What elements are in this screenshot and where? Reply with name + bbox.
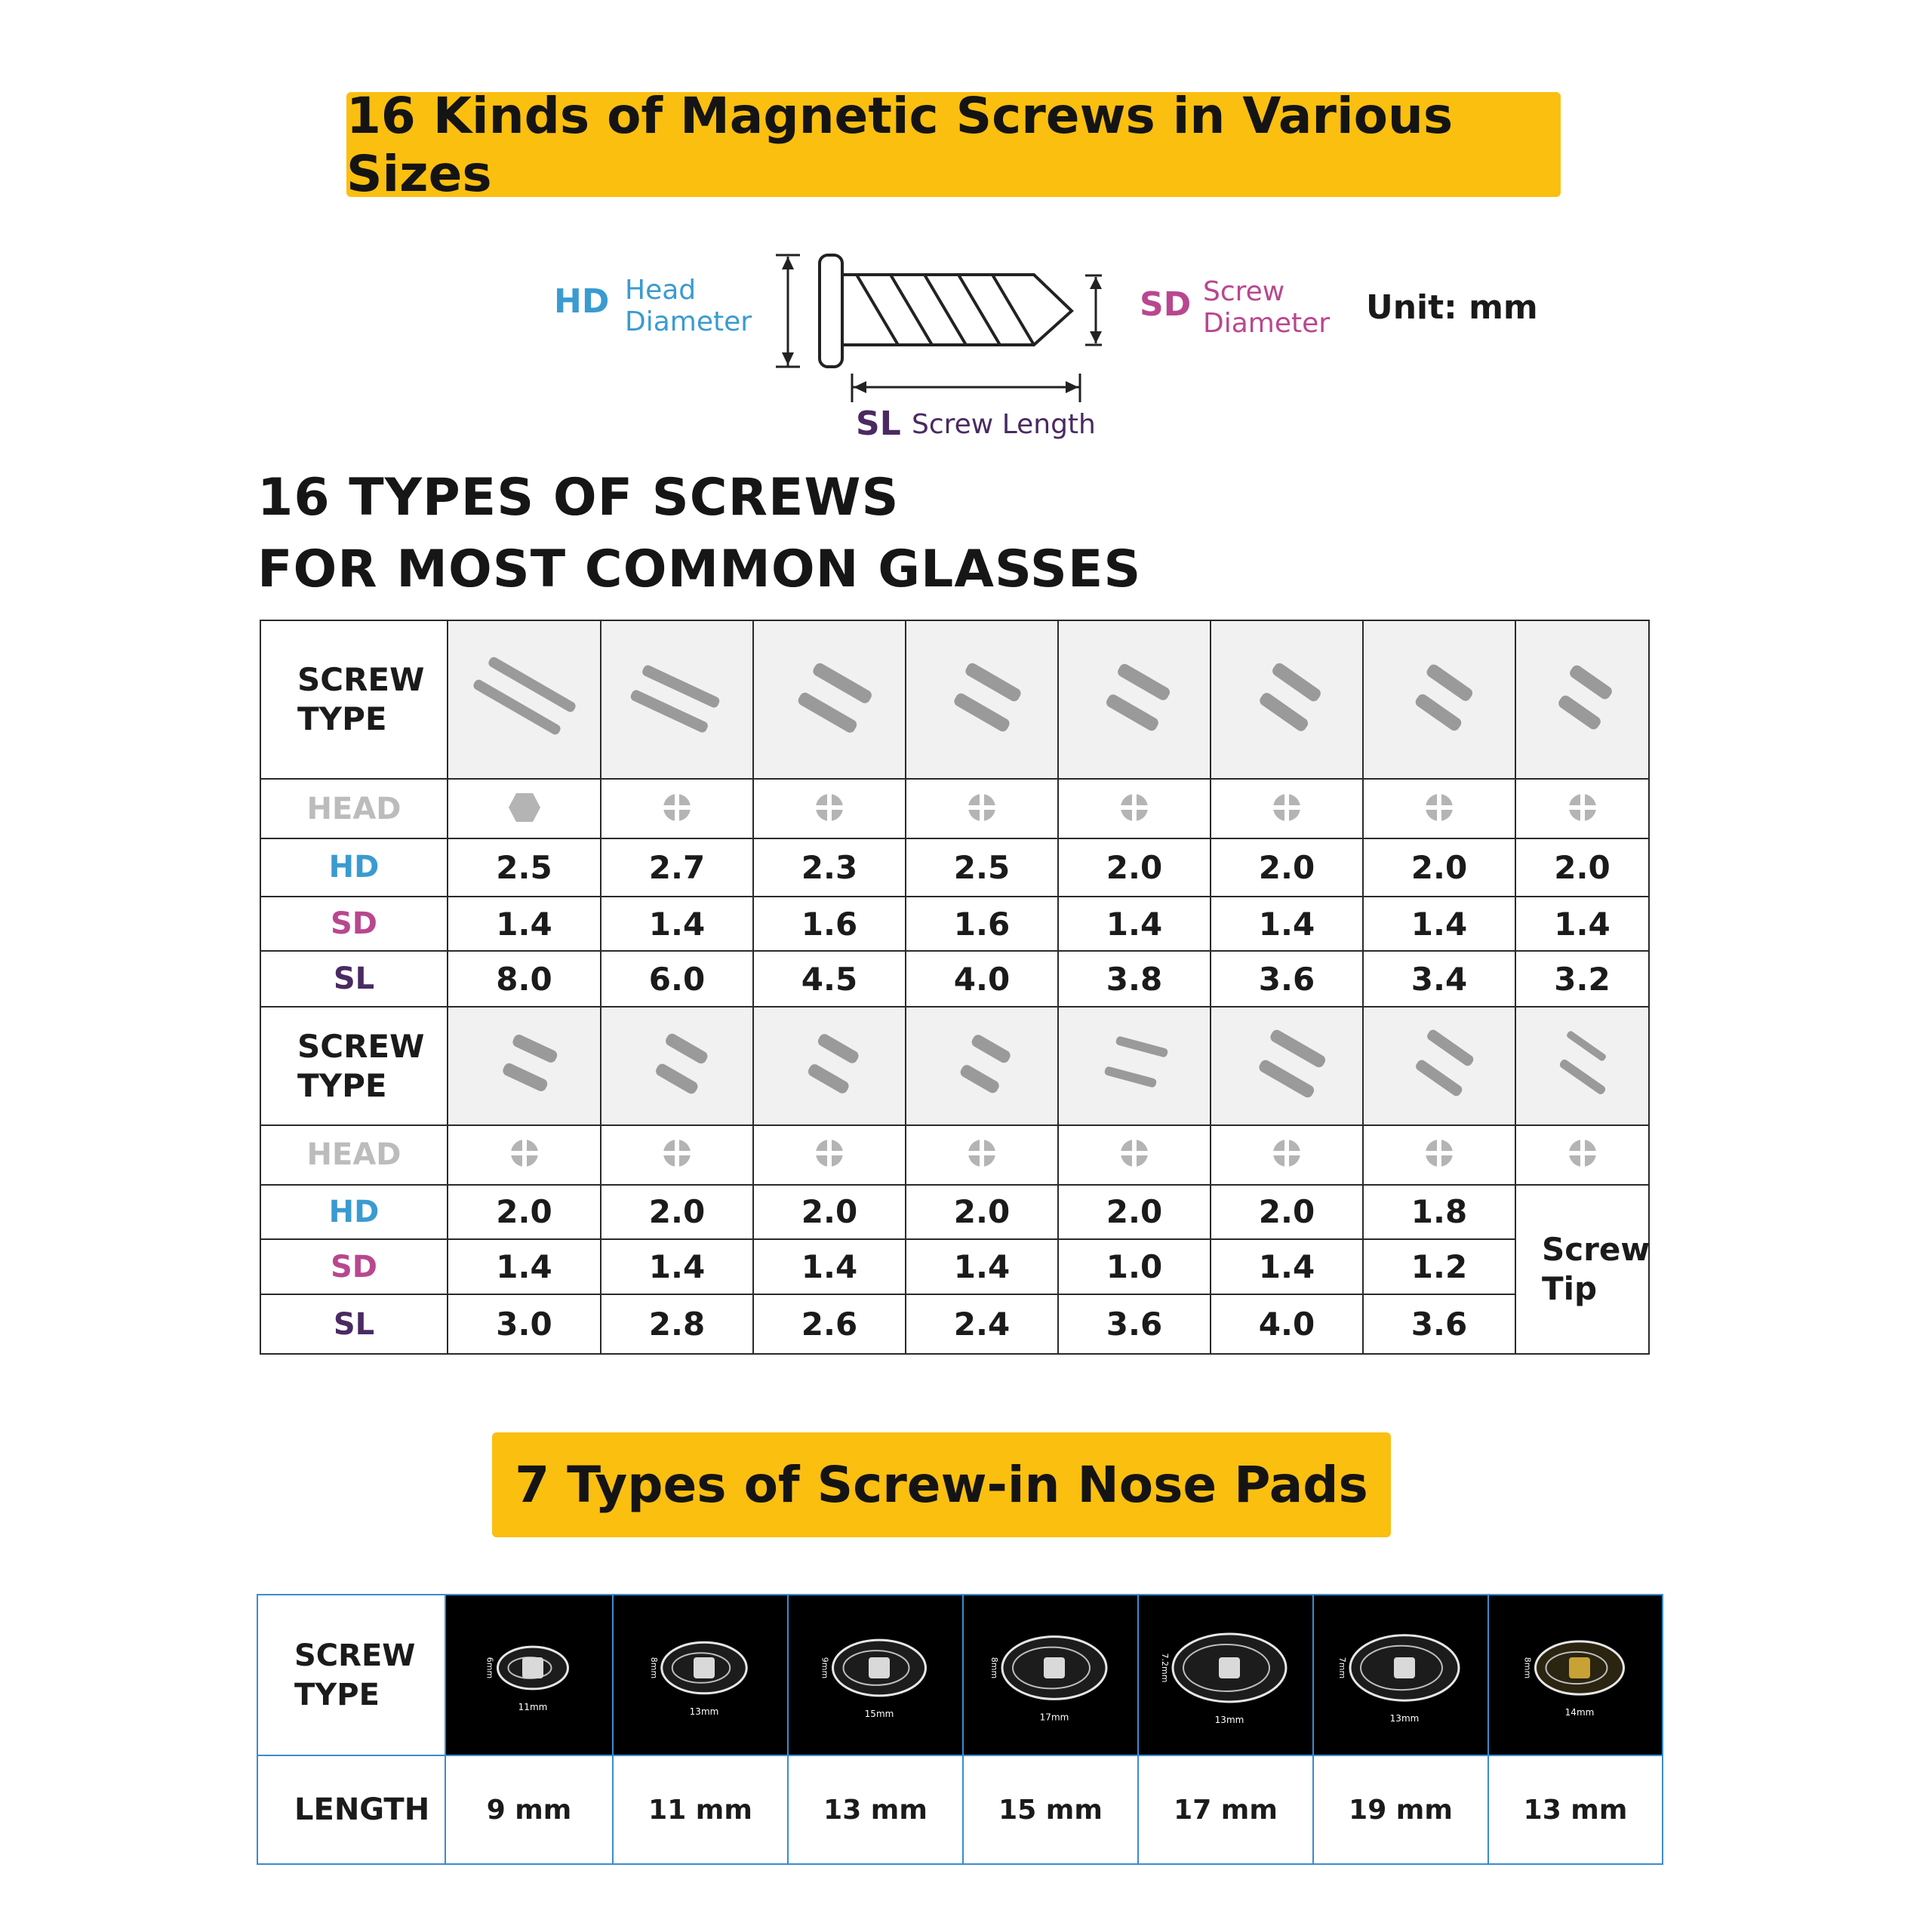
nose-pad-icon [792,1598,958,1749]
top-banner-title: 16 Kinds of Magnetic Screws in Various Sizes [346,86,1454,203]
screw-photo-icon [620,1012,734,1118]
screw-tip-line2: Tip [1542,1269,1598,1307]
screw-photo [1363,620,1515,779]
cross-head-icon [1118,791,1151,824]
screw-word: SCREW [297,1027,425,1065]
unit-label: Unit: mm [1366,288,1538,327]
nose-pad-table [257,1594,1663,1865]
pad-width-label: 11mm [518,1701,548,1712]
pad-width-label: 13mm [1389,1712,1420,1724]
cross-head-icon [1118,1137,1151,1170]
hd-value: 2.0 [906,1185,1058,1240]
sd-value: 1.4 [1058,897,1211,952]
type-word: TYPE [297,1066,387,1104]
cross-head-icon [965,1137,998,1170]
hd-label: HD [260,838,448,897]
screw-photo-row-1 [260,620,1649,779]
pad-height-label: 6mm [485,1657,495,1678]
sd-value: 1.4 [601,1239,753,1294]
hd-value: 2.0 [1515,838,1649,897]
cross-head-icon [508,1137,541,1170]
nose-pad-icon [446,1598,612,1749]
screw-photo [1211,1007,1363,1125]
section-title-line1: 16 TYPES OF SCREWS [257,468,900,528]
bottom-banner-title: 7 Types of Screw-in Nose Pads [515,1456,1368,1514]
pad-width-label: 14mm [1564,1706,1594,1718]
sl-value: 4.0 [1211,1294,1363,1354]
hd-value: 2.0 [448,1185,601,1240]
nose-pad-photo [788,1595,963,1755]
head-cell [1058,779,1211,838]
screw-photo [601,1007,753,1125]
sl-value: 3.8 [1058,951,1211,1007]
sd-row-1 [260,897,1649,952]
head-cell [601,779,753,838]
hd-row-2 [260,1185,1649,1240]
screw-photo-icon [1375,634,1503,762]
sd-value: 1.0 [1058,1239,1211,1294]
screw-photo-icon [918,634,1046,762]
top-banner [346,86,1561,203]
screw-photo [753,1007,906,1125]
pad-length-value: 15 mm [963,1755,1138,1864]
screw-photo-icon [460,634,589,762]
head-row-2 [260,1125,1649,1185]
sd-line2: Diameter [1203,308,1331,339]
nose-pad-icon [1493,1598,1659,1749]
sd-label: SD [260,897,448,952]
sd-value: 1.6 [906,897,1058,952]
hd-value: 2.0 [1211,1185,1363,1240]
head-cell [601,1125,753,1185]
screw-photo [448,620,601,779]
head-cell [1058,1125,1211,1185]
cross-head-icon [1270,791,1303,824]
hd-value: 2.5 [906,838,1058,897]
hd-value: 2.3 [753,838,906,897]
hd-value: 2.0 [1363,838,1515,897]
pad-height-label: 8mm [989,1657,999,1678]
pad-length-value: 13 mm [1488,1755,1663,1864]
screw-photo-icon [765,634,894,762]
hd-value: 2.0 [1058,838,1211,897]
screw-word: SCREW [297,661,425,699]
nose-pad-photo [1488,1595,1663,1755]
sl-value: 3.2 [1515,951,1649,1007]
nose-pad-photo [445,1595,613,1755]
head-cell [753,1125,906,1185]
screw-photo-icon [1078,1012,1191,1118]
hd-line2: Diameter [625,306,752,337]
hd-value: 1.8 [1363,1185,1515,1240]
nose-pad-icon [617,1598,783,1749]
sd-value: 1.4 [448,1239,601,1294]
head-cell [1363,1125,1515,1185]
pad-width-label: 15mm [864,1708,894,1719]
cross-head-icon [1423,791,1456,824]
screw-photo-icon [468,1012,581,1118]
screw-photo [1515,620,1649,779]
pad-height-label: 8mm [1522,1657,1532,1678]
nose-pad-icon [1318,1598,1484,1749]
pad-height-label: 8mm [648,1657,659,1678]
hd-value: 2.5 [448,838,601,897]
type-word: TYPE [294,1677,380,1712]
pad-height-label: 7.2mm [1160,1653,1170,1682]
sd-abbr: SD [1140,285,1192,324]
pad-length-value: 11 mm [613,1755,788,1864]
screw-photo-icon [925,1012,1038,1118]
cross-head-icon [660,791,694,824]
pad-length-row [257,1755,1663,1864]
head-cell [1515,1125,1649,1185]
cross-head-icon [660,1137,694,1170]
nose-pad-icon [968,1598,1134,1749]
screw-photo-icon [773,1012,886,1118]
screw-type-label [260,1007,448,1125]
screw-type-label [260,620,448,779]
sl-value: 2.8 [601,1294,753,1354]
sl-label: SL [260,1294,448,1354]
pad-type-label [257,1595,445,1755]
sl-value: 3.0 [448,1294,601,1354]
sd-value: 1.4 [1211,1239,1363,1294]
hd-row-1 [260,838,1649,897]
nose-pad-icon [1143,1598,1309,1749]
head-cell [1515,779,1649,838]
sl-value: 3.6 [1211,951,1363,1007]
section-title-line2: FOR MOST COMMON GLASSES [257,540,1142,599]
hd-value: 2.0 [601,1185,753,1240]
pad-width-label: 13mm [1214,1714,1244,1725]
nose-pad-photo [1313,1595,1488,1755]
cross-head-icon [965,791,998,824]
cross-head-icon [813,791,846,824]
screw-photo-icon [613,634,741,762]
sd-value: 1.4 [1211,897,1363,952]
length-label: LENGTH [257,1755,445,1864]
head-cell [906,779,1058,838]
sd-value: 1.4 [1515,897,1649,952]
sl-value: 2.4 [906,1294,1058,1354]
sl-label: SL [260,951,448,1007]
sl-value: 2.6 [753,1294,906,1354]
screw-photo [1515,1007,1649,1125]
screw-photo-icon [1070,634,1198,762]
sd-value: 1.4 [906,1239,1058,1294]
hd-line1: Head [625,275,697,306]
screw-photo [601,620,753,779]
sl-value: 4.5 [753,951,906,1007]
hd-value: 2.0 [753,1185,906,1240]
sd-value: 1.4 [448,897,601,952]
screw-photo [1058,620,1211,779]
sl-value: 4.0 [906,951,1058,1007]
sd-line1: Screw [1203,276,1285,307]
head-cell [448,1125,601,1185]
pad-length-value: 9 mm [445,1755,613,1864]
sl-value: 8.0 [448,951,601,1007]
screw-photo [1211,620,1363,779]
screw-photo [1058,1007,1211,1125]
nose-pad-photo [1138,1595,1313,1755]
screw-photo-icon [1530,1012,1635,1118]
screw-photo [906,620,1058,779]
hd-label: HD [260,1185,448,1240]
type-word: TYPE [297,700,387,738]
head-cell [448,779,601,838]
screw-photo [448,1007,601,1125]
screw-photo-row-2 [260,1007,1649,1125]
pad-photo-row [257,1595,1663,1755]
head-cell [1211,1125,1363,1185]
screw-photo-icon [1230,1012,1343,1118]
sl-row-2 [260,1294,1649,1354]
pad-length-value: 17 mm [1138,1755,1313,1864]
pad-width-label: 17mm [1039,1711,1069,1722]
hd-value: 2.7 [601,838,753,897]
head-cell [753,779,906,838]
sd-value: 1.2 [1363,1239,1515,1294]
sl-value: 3.6 [1363,1294,1515,1354]
screw-photo-icon [1383,1012,1496,1118]
nose-pad-photo [963,1595,1138,1755]
sd-label: SD [260,1239,448,1294]
hd-value: 2.0 [1058,1185,1211,1240]
cross-head-icon [1566,791,1599,824]
sl-value: 3.6 [1058,1294,1211,1354]
screw-drawing-icon [762,245,1102,419]
head-row-1 [260,779,1649,838]
cross-head-icon [1566,1137,1599,1170]
sd-value: 1.6 [753,897,906,952]
pad-length-value: 19 mm [1313,1755,1488,1864]
screw-photo-icon [1223,634,1351,762]
screw-photo [753,620,906,779]
pad-height-label: 7mm [1337,1657,1347,1678]
pad-height-label: 9mm [820,1657,830,1678]
pad-width-label: 13mm [689,1706,719,1717]
screw-table [260,620,1650,1355]
screw-photo [1363,1007,1515,1125]
cross-head-icon [1270,1137,1303,1170]
head-cell [906,1125,1058,1185]
screw-photo-icon [1526,634,1639,762]
sd-row-2 [260,1239,1649,1294]
head-cell [1363,779,1515,838]
head-label: HEAD [260,1125,448,1185]
screw-tip-line1: Screw [1542,1230,1651,1268]
sd-value: 1.4 [753,1239,906,1294]
screw-word: SCREW [294,1638,416,1673]
sd-value: 1.4 [601,897,753,952]
sl-value: 6.0 [601,951,753,1007]
screw-tip-cell [1515,1185,1649,1354]
sl-value: 3.4 [1363,951,1515,1007]
sd-value: 1.4 [1363,897,1515,952]
cross-head-icon [813,1137,846,1170]
sl-text: Screw Length [912,409,1096,440]
bottom-banner [492,1432,1391,1537]
screw-photo [906,1007,1058,1125]
sl-row-1 [260,951,1649,1007]
head-cell [1211,779,1363,838]
hd-abbr: HD [554,282,610,321]
nose-pad-photo [613,1595,788,1755]
head-label: HEAD [260,779,448,838]
hd-value: 2.0 [1211,838,1363,897]
pad-length-value: 13 mm [788,1755,963,1864]
cross-head-icon [1423,1137,1456,1170]
sl-abbr: SL [856,405,901,443]
hex-head-icon [508,791,541,824]
